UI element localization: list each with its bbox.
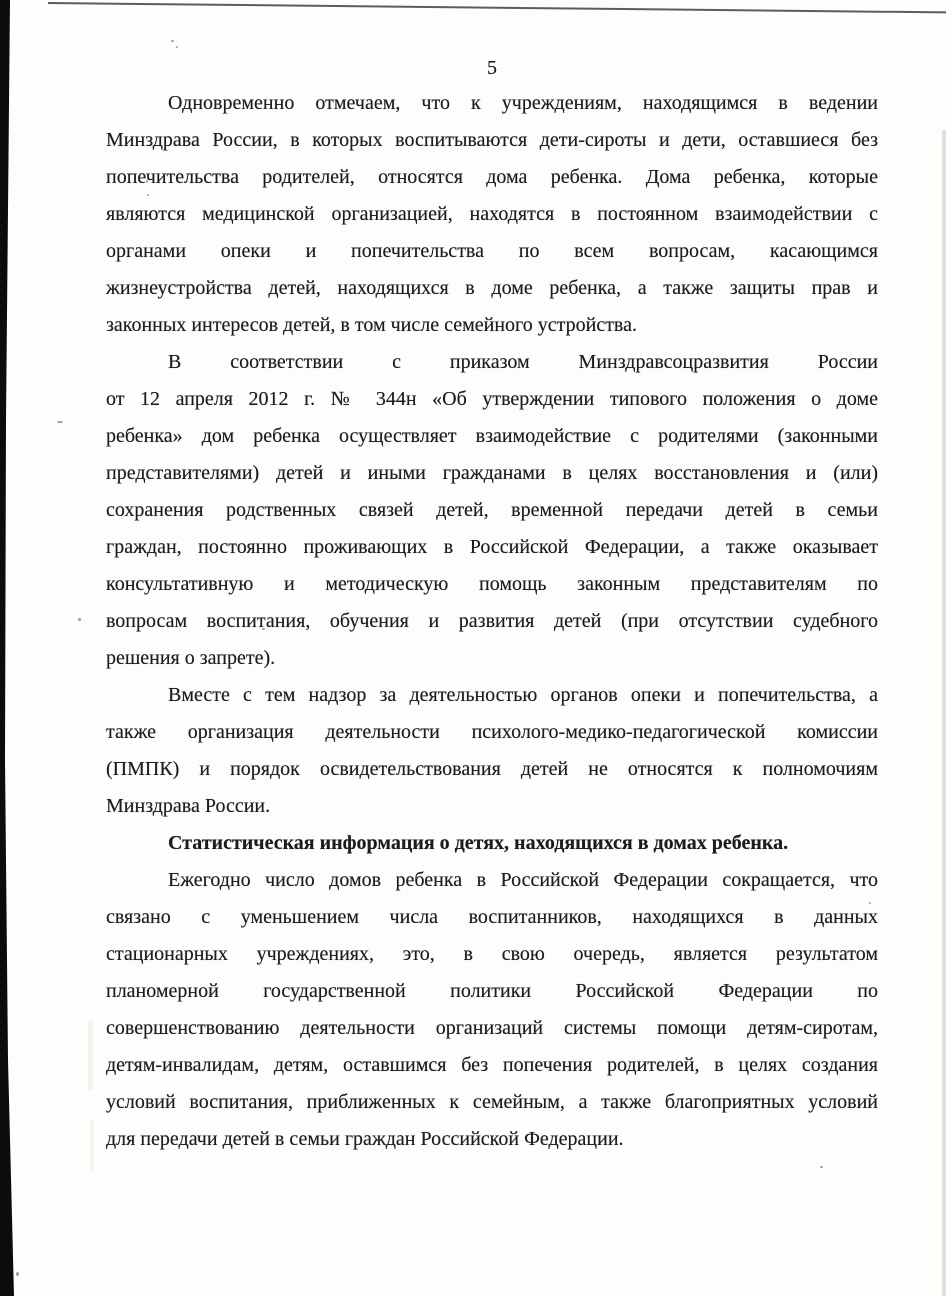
paragraph-line: законных интересов детей, в том числе семейного устройства. — [106, 314, 637, 336]
paragraph-line: В соответствии с приказом Минздравсоцразвития России — [168, 351, 878, 373]
paragraph-line: сохранения родственных связей детей, временной передачи детей в семьи — [106, 499, 878, 521]
scan-speckle — [171, 40, 174, 42]
paragraph-line: являются медицинской организацией, находятся в постоянном взаимодействии с — [106, 203, 878, 225]
paragraph-line: Минздрава России, в которых воспитываются дети-сироты и дети, оставшиеся без — [106, 129, 878, 151]
paragraph-line: (ПМПК) и порядок освидетельствования детей не относятся к полномочиям — [106, 758, 878, 780]
scan-edge-right — [942, 130, 946, 1296]
scan-edge-left — [0, 0, 16, 1296]
paragraph-line: представителями) детей и иными гражданами в целях восстановления и (или) — [106, 462, 878, 484]
paragraph-line: совершенствованию деятельности организаций системы помощи детям-сиротам, — [106, 1017, 878, 1039]
scan-edge-top — [48, 2, 946, 16]
paragraph-line: Одновременно отмечаем, что к учреждениям, находящимся в ведении — [168, 92, 878, 114]
paragraph-line: консультативную и методическую помощь законным представителям по — [106, 573, 878, 595]
text-body — [106, 85, 878, 1158]
heading-line: Статистическая информация о детях, находящихся в домах ребенка. — [168, 832, 789, 854]
scan-speckle — [78, 618, 81, 621]
paragraph-line: условий воспитания, приближенных к семейным, а также благоприятных условий — [106, 1091, 878, 1113]
scan-speckle — [57, 421, 63, 423]
paragraph-line: планомерной государственной политики Российской Федерации по — [106, 980, 878, 1002]
paragraph-line: связано с уменьшением числа воспитанников, находящихся в данных — [106, 906, 878, 928]
paragraph-line: ребенка» дом ребенка осуществляет взаимодействие с родителями (законными — [106, 425, 878, 447]
paragraph-line: Минздрава России. — [106, 795, 271, 817]
paragraph-line: Вместе с тем надзор за деятельностью органов опеки и попечительства, а — [168, 684, 878, 706]
paragraph-line: вопросам воспитания, обучения и развития детей (при отсутствии судебного — [106, 610, 878, 632]
paragraph-line: жизнеустройства детей, находящихся в доме ребенка, а также защиты прав и — [106, 277, 878, 299]
paragraph-line: стационарных учреждениях, это, в свою очередь, является результатом — [106, 943, 878, 965]
page-number: 5 — [487, 57, 497, 79]
scan-bleedthrough-smudge — [90, 1120, 94, 1170]
paragraph-line: попечительства родителей, относятся дома ребенка. Дома ребенка, которые — [106, 166, 878, 188]
paragraph-line: для передачи детей в семьи граждан Российской Федерации. — [106, 1128, 624, 1150]
paragraph-line: граждан, постоянно проживающих в Российской Федерации, а также оказывает — [106, 536, 878, 558]
paragraph-line: Ежегодно число домов ребенка в Российской Федерации сокращается, что — [168, 869, 878, 891]
paragraph-line: от 12 апреля 2012 г. № 344н «Об утверждении типового положения о доме — [106, 388, 878, 410]
scan-speckle — [820, 1166, 823, 1168]
paragraph-line: решения о запрете). — [106, 647, 276, 669]
paragraph-line: также организация деятельности психолого-медико-педагогической комиссии — [106, 721, 878, 743]
paragraph-line: органами опеки и попечительства по всем вопросам, касающимся — [106, 240, 878, 262]
scan-speckle — [16, 1272, 19, 1276]
scan-speckle — [176, 46, 178, 48]
paragraph-line: детям-инвалидам, детям, оставшимся без попечения родителей, в целях создания — [106, 1054, 878, 1076]
scan-bleedthrough-smudge — [88, 1020, 93, 1090]
